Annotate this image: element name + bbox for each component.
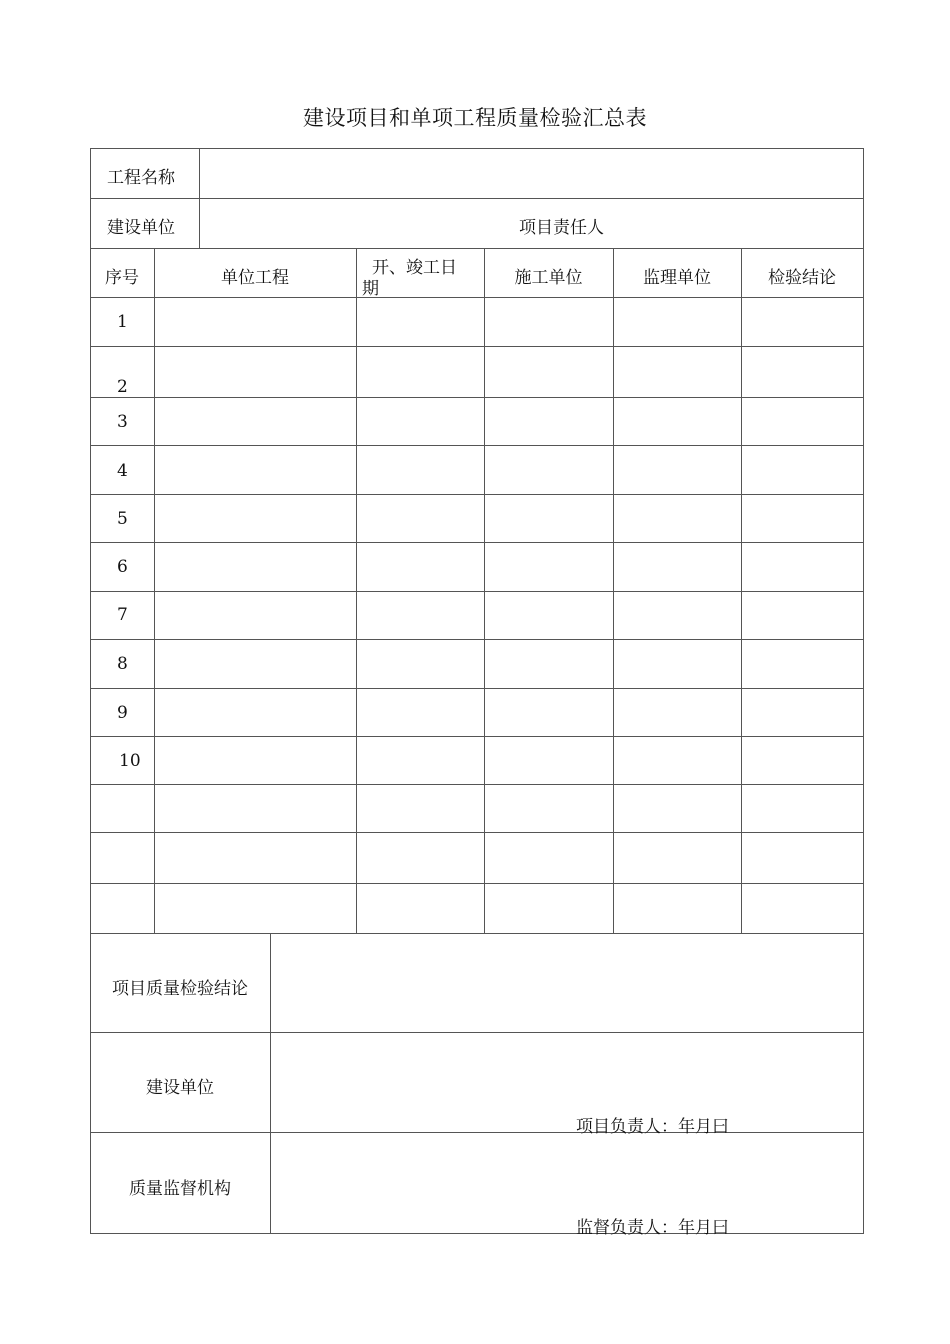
row-number: 10 xyxy=(119,751,141,771)
row-number: 4 xyxy=(117,461,128,481)
row-number: 5 xyxy=(117,509,128,529)
rule xyxy=(356,248,357,933)
rule xyxy=(90,883,864,884)
row-number: 7 xyxy=(117,605,128,625)
rule xyxy=(741,248,742,933)
quality-conclusion-label: 项目质量检验结论 xyxy=(112,979,248,999)
rule xyxy=(90,1032,864,1033)
rule xyxy=(484,248,485,933)
project-manager-label: 项目责任人 xyxy=(519,218,604,238)
rule xyxy=(90,248,864,249)
rule xyxy=(613,248,614,933)
rule xyxy=(863,148,864,1234)
rule xyxy=(90,933,864,934)
rule xyxy=(90,1132,864,1133)
rule xyxy=(90,148,91,1234)
builder-sign-line: 项目负责人：年月曰 xyxy=(576,1117,729,1137)
rule xyxy=(199,148,200,248)
column-header-dates-line1: 开、竣工日 xyxy=(372,258,457,278)
rule xyxy=(90,297,864,298)
row-number: 2 xyxy=(117,377,128,397)
rule xyxy=(90,445,864,446)
supervision-label: 质量监督机构 xyxy=(129,1179,231,1199)
rule xyxy=(90,397,864,398)
row-number: 6 xyxy=(117,557,128,577)
row-number: 1 xyxy=(117,312,128,332)
row-number: 9 xyxy=(117,703,128,723)
rule xyxy=(90,346,864,347)
rule xyxy=(90,198,864,199)
rule xyxy=(90,591,864,592)
rule xyxy=(90,784,864,785)
rule xyxy=(90,832,864,833)
row-number: 3 xyxy=(117,412,128,432)
rule xyxy=(90,542,864,543)
project-name-label: 工程名称 xyxy=(107,168,175,188)
row-number: 8 xyxy=(117,654,128,674)
page-title: 建设项目和单项工程质量检验汇总表 xyxy=(303,106,647,130)
rule xyxy=(154,248,155,933)
rule xyxy=(90,736,864,737)
column-header-supervisor: 监理单位 xyxy=(643,268,711,288)
rule xyxy=(90,688,864,689)
builder-label: 建设单位 xyxy=(107,218,175,238)
column-header-contractor: 施工单位 xyxy=(514,268,583,288)
rule xyxy=(90,494,864,495)
column-header-index: 序号 xyxy=(105,268,139,288)
column-header-conclusion: 检验结论 xyxy=(768,268,836,288)
rule xyxy=(90,1233,864,1234)
column-header-dates-line2: 期 xyxy=(362,279,379,299)
rule xyxy=(270,933,271,1233)
rule xyxy=(90,148,864,149)
rule xyxy=(90,639,864,640)
column-header-unit-project: 单位工程 xyxy=(221,268,289,288)
builder-sign-label: 建设单位 xyxy=(146,1078,214,1098)
supervision-sign-line: 监督负责人：年月曰 xyxy=(576,1218,729,1238)
